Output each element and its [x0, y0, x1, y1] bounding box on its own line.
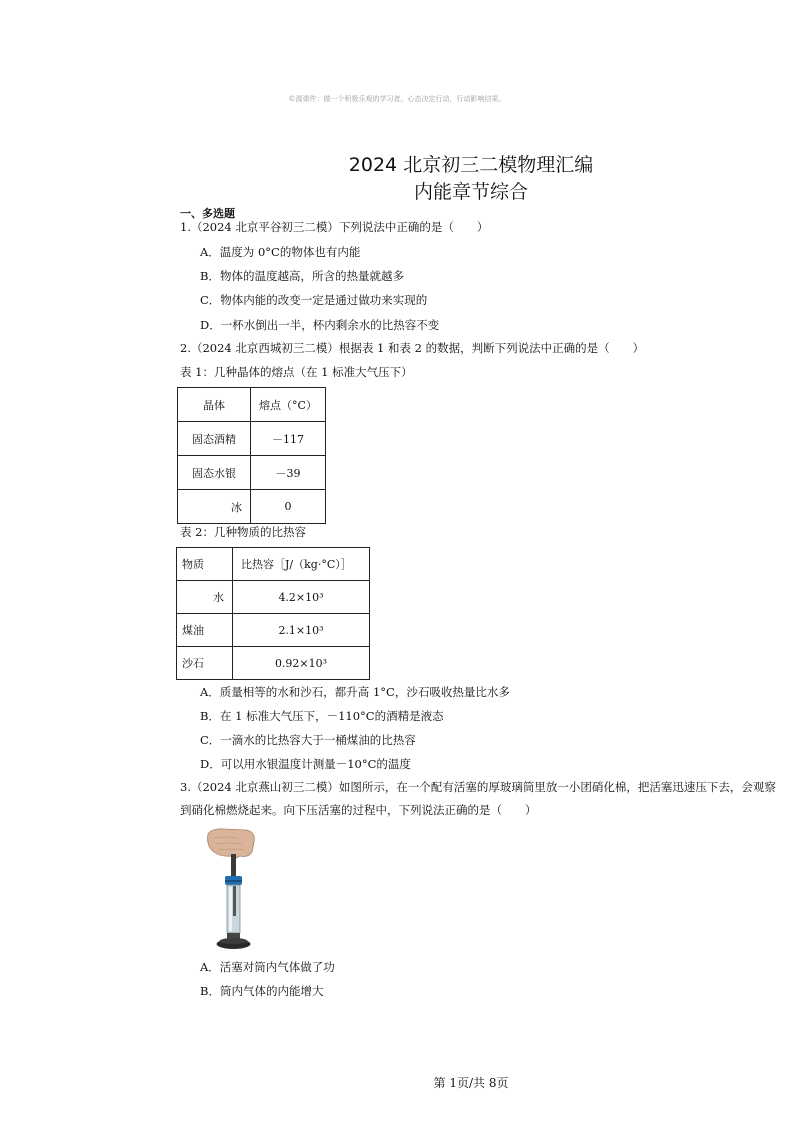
hand-shape	[208, 829, 255, 858]
table-header-cell: 晶体	[178, 388, 251, 422]
piston-cylinder-image	[198, 826, 268, 954]
header-watermark-note: ©源课件：做一个积极乐观的学习者。心态决定行动，行动影响结果。	[288, 95, 506, 103]
table-row	[178, 388, 326, 422]
table-cell: 固态水银	[178, 456, 251, 490]
piston-cylinder-illustration	[198, 826, 268, 954]
table-cell: 沙石	[177, 647, 233, 680]
document-subtitle: 内能章节综合	[413, 181, 528, 203]
table-cell: 2.1×10³	[233, 614, 370, 647]
question-2-option-a: A．质量相等的水和沙石，都升高 1°C，沙石吸收热量比水多	[200, 685, 510, 699]
question-2-stem: 2.（2024 北京西城初三二模）根据表 1 和表 2 的数据，判断下列说法中正确的是（ ）	[180, 341, 645, 355]
question-2-option-d: D．可以用水银温度计测量－10°C的温度	[200, 757, 411, 771]
table-header-cell: 物质	[177, 548, 233, 581]
question-1-stem: 1.（2024 北京平谷初三二模）下列说法中正确的是（ ）	[180, 220, 489, 234]
table-header-cell: 熔点（°C）	[251, 388, 326, 422]
question-2-option-b: B．在 1 标准大气压下，－110°C的酒精是液态	[200, 709, 444, 723]
table-row	[178, 422, 326, 456]
table-2-specific-heat	[176, 547, 370, 680]
table-cell: 冰	[178, 490, 251, 524]
table-cell: 固态酒精	[178, 422, 251, 456]
table-row	[177, 647, 370, 680]
question-3-stem: 3.（2024 北京燕山初三二模）如图所示，在一个配有活塞的厚玻璃筒里放一小团硝化棉，把活塞迅速压下去，会观察到硝化棉燃烧起来。向下压活塞的过程中，下列说法正确的是（ ）	[180, 780, 776, 817]
table-cell: －117	[251, 422, 326, 456]
table-row	[178, 456, 326, 490]
table-cell: 0	[251, 490, 326, 524]
question-3-option-a: A．活塞对筒内气体做了功	[200, 960, 335, 974]
table-cell: 4.2×10³	[233, 581, 370, 614]
table-cell: －39	[251, 456, 326, 490]
question-1-option-d: D．一杯水倒出一半，杯内剩余水的比热容不变	[200, 318, 440, 332]
question-2-option-c: C．一滴水的比热容大于一桶煤油的比热容	[200, 733, 416, 747]
table-cell: 水	[177, 581, 233, 614]
question-3-option-b: B．筒内气体的内能增大	[200, 984, 324, 998]
table-cell: 煤油	[177, 614, 233, 647]
table-2-caption: 表 2：几种物质的比热容	[180, 525, 306, 539]
table-row	[178, 490, 326, 524]
question-1-option-c: C．物体内能的改变一定是通过做功来实现的	[200, 293, 428, 307]
table-header-cell: 比热容［J/（kg·°C）］	[233, 548, 370, 581]
table-cell: 0.92×10³	[233, 647, 370, 680]
section-heading: 一、多选题	[180, 207, 235, 220]
table-1-melting-points	[177, 387, 326, 524]
table-row	[177, 614, 370, 647]
question-1-option-a: A．温度为 0°C的物体也有内能	[200, 245, 361, 259]
page-footer: 第 1页/共 8页	[433, 1076, 509, 1090]
document-title: 2024 北京初三二模物理汇编	[348, 154, 594, 176]
question-1-option-b: B．物体的温度越高，所含的热量就越多	[200, 269, 404, 283]
table-row	[177, 548, 370, 581]
table-row	[177, 581, 370, 614]
table-1-caption: 表 1：几种晶体的熔点（在 1 标准大气压下）	[180, 365, 413, 379]
